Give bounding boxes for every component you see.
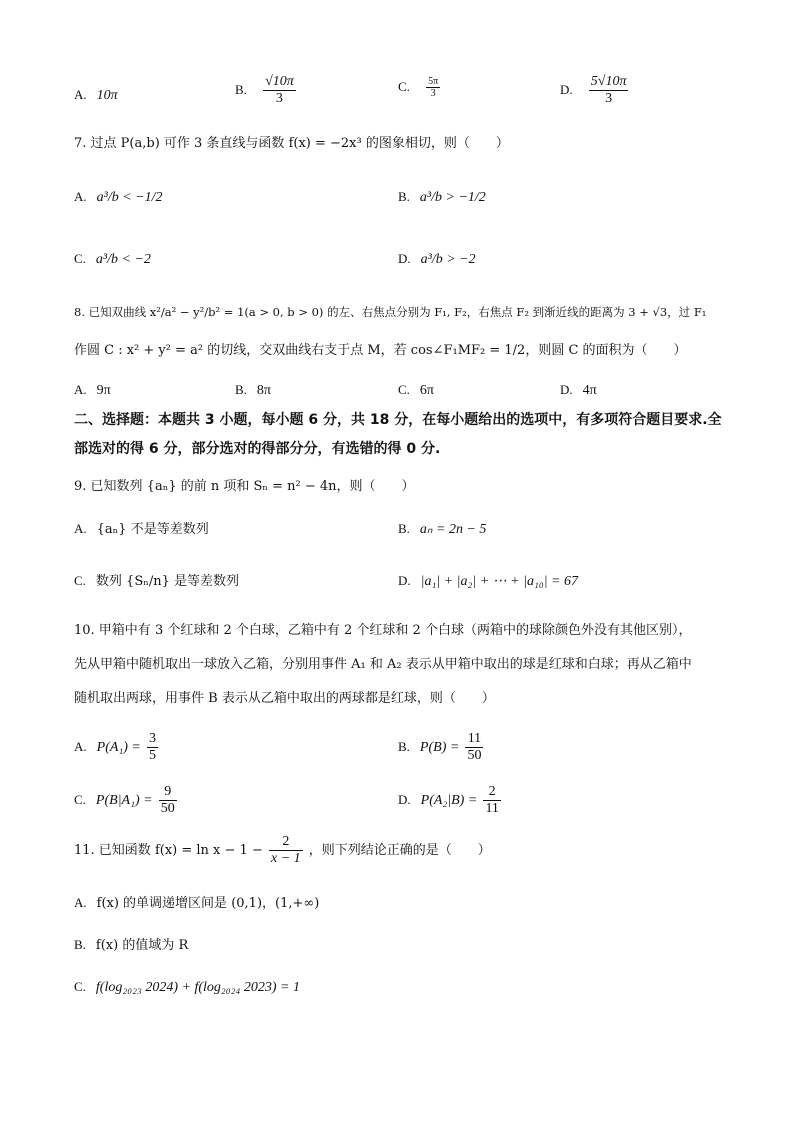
q8-stem-line1: 8. 已知双曲线 x²/a² − y²/b² = 1(a > 0, b > 0) 的左、右焦点分别为 F₁, F₂，右焦点 F₂ 到渐近线的距离为 3 + √3，过 F₁ [74,305,707,319]
q7-stem: 7. 过点 P(a,b) 可作 3 条直线与函数 f(x) = −2x³ 的图象相切，则（ ） [74,136,509,151]
q8-option-c: C. 6π [398,382,434,398]
q10-option-c: C. P(B|A₁) = $\frac{9}{50}$ [74,784,175,816]
q10-option-a: A. P(A₁) = $\frac{3}{5}$ [74,731,157,763]
q11-option-c: C. f(log₂₀₂₃ 2024) + f(log₂₀₂₄ 2023) = 1 [74,979,300,995]
q8-option-a: A. 9π [74,382,111,398]
q9-option-c: C. 数列 {Sₙ/n} 是等差数列 [74,573,240,589]
q11-stem: 11. 已知函数 f(x) = ln x − 1 − $\frac{2}{x - 1}$ ，则下列结论正确的是（ ） [74,834,491,866]
section-heading: 二、选择题：本题共 3 小题，每小题 6 分，共 18 分，在每小题给出的选项中，有多项符合题目要求.全部选对的得 6 分，部分选对的得部分分，有选错的得 0 分. [74,412,722,457]
q8-stem-line2: 作圆 C : x² + y² = a² 的切线，交双曲线右支于点 M，若 cos∠F₁MF₂ = 1/2，则圆 C 的面积为（ ） [74,343,687,358]
q10-stem-line1: 10. 甲箱中有 3 个红球和 2 个白球，乙箱中有 2 个红球和 2 个白球（两箱中的球除颜色外没有其他区别）， [74,623,692,638]
q9-option-a: A. {aₙ} 不是等差数列 [74,521,209,537]
q10-stem-line2: 先从甲箱中随机取出一球放入乙箱，分别用事件 A₁ 和 A₂ 表示从甲箱中取出的球是红球和白球；再从乙箱中 [74,657,692,672]
q7-option-c: C. a³/b < −2 [74,251,151,267]
q6-option-a: A. 10π [74,87,118,103]
q10-option-d: D. P(A₂|B) = $\frac{2}{11}$ [398,784,499,816]
q9-option-d: D. |a₁| + |a₂| + ⋯ + |a₁₀| = 67 [398,573,578,589]
q9-option-b: B. aₙ = 2n − 5 [398,521,487,537]
q8-option-d: D. 4π [560,382,597,398]
q11-option-b: B. f(x) 的值域为 R [74,937,189,953]
q10-stem-line3: 随机取出两球，用事件 B 表示从乙箱中取出的两球都是红球，则（ ） [74,691,495,706]
q6-option-d: D. $\frac{5√10\pi}{3}$ [560,74,627,106]
q9-stem: 9. 已知数列 {aₙ} 的前 n 项和 Sₙ = n² − 4n，则（ ） [74,479,415,494]
q6-option-c: C. $\frac{5\pi}{3}$ [398,76,439,99]
q7-option-b: B. a³/b > −1/2 [398,189,486,205]
q8-option-b: B. 8π [235,382,271,398]
q7-option-a: A. a³/b < −1/2 [74,189,163,205]
q7-option-d: D. a³/b > −2 [398,251,476,267]
q6-option-b: B. $\frac{√10\pi}{3}$ [235,74,294,106]
q10-option-b: B. P(B) = $\frac{11}{50}$ [398,731,482,763]
q11-option-a: A. f(x) 的单调递增区间是 (0,1)，(1,+∞) [74,895,320,911]
